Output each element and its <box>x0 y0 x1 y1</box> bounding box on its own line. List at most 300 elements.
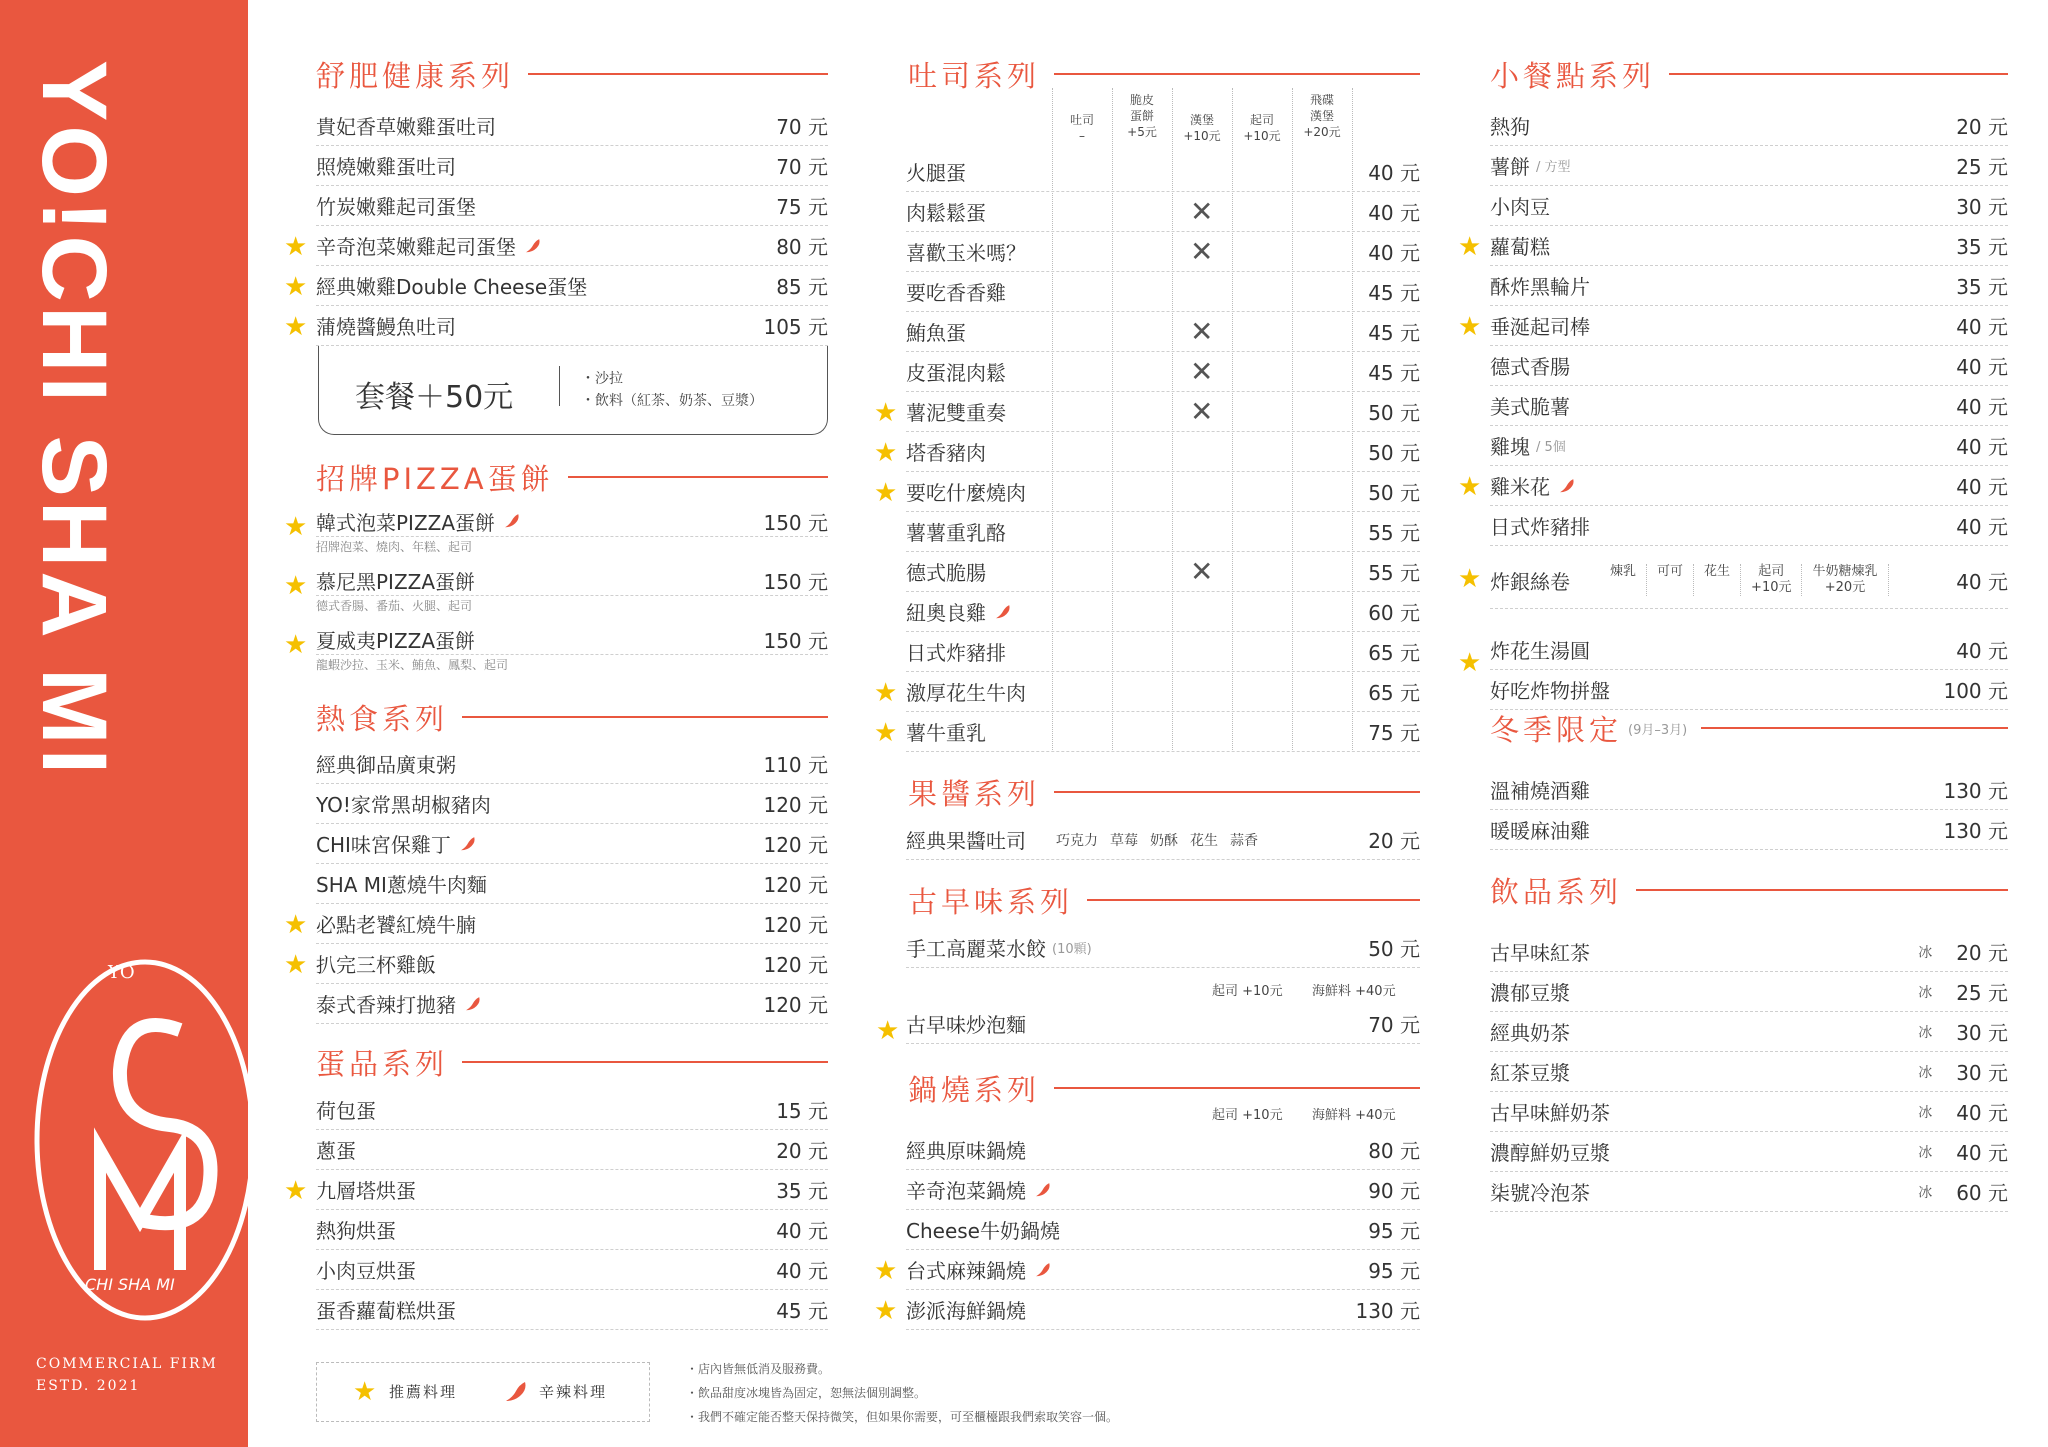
unavailable-icon: ✕ <box>1190 395 1214 428</box>
item-price: 130 元 <box>1943 779 2008 803</box>
menu-item <box>906 152 1420 192</box>
menu-item <box>906 392 1420 432</box>
item-name: 澎派海鮮鍋燒 <box>906 1299 1026 1323</box>
jam-flavor: 花生 <box>1190 832 1218 849</box>
menu-item <box>906 352 1420 392</box>
menu-item <box>316 824 828 864</box>
section-title: 古早味系列 <box>908 884 1074 919</box>
menu-item <box>316 226 828 266</box>
section-title: 鍋燒系列 <box>908 1072 1041 1107</box>
item-price: 30 元 <box>1956 1061 2008 1085</box>
section-title: 招牌PIZZA蛋餅 <box>316 461 554 496</box>
star-icon: ★ <box>876 1016 900 1046</box>
menu-item <box>906 820 1420 860</box>
item-name: 薯牛重乳 <box>906 721 986 745</box>
item-price: 30 元 <box>1956 1021 2008 1045</box>
item-price: 40 元 <box>776 1219 828 1243</box>
item-name: 竹炭嫩雞起司蛋堡 <box>316 195 476 219</box>
chili-icon <box>524 234 542 258</box>
firm-info <box>36 1353 218 1397</box>
item-name: 濃醇鮮奶豆漿 <box>1490 1141 1610 1165</box>
section-hot <box>316 695 828 739</box>
note-1: ・店內皆無低消及服務費。 <box>686 1362 831 1376</box>
menu-item <box>316 1250 828 1290</box>
menu-item <box>316 146 828 186</box>
item-price: 80 元 <box>776 235 828 259</box>
silver-roll-option: 起司 +10元 <box>1741 564 1802 596</box>
item-price: 80 元 <box>1368 1139 1420 1163</box>
menu-item <box>1490 226 2008 266</box>
item-price: 40 元 <box>1956 355 2008 379</box>
star-icon: ★ <box>284 910 308 940</box>
silver-roll-option: 煉乳 <box>1600 564 1647 596</box>
item-name: 辛奇泡菜嫩雞起司蛋堡 <box>316 235 516 259</box>
divider <box>462 1061 828 1063</box>
menu-item <box>316 1130 828 1170</box>
menu-item <box>1490 810 2008 850</box>
item-name: 紐奧良雞 <box>906 601 986 625</box>
item-price: 25 元 <box>1956 981 2008 1005</box>
item-name: 經典原味鍋燒 <box>906 1139 1026 1163</box>
item-name: 薯泥雙重奏 <box>906 401 1006 425</box>
item-name: 塔香豬肉 <box>906 441 986 465</box>
menu-item <box>1490 106 2008 146</box>
menu-item <box>316 1210 828 1250</box>
item-price: 120 元 <box>763 793 828 817</box>
item-price: 150 元 <box>763 628 828 653</box>
item-name: YO!家常黑胡椒豬肉 <box>316 793 491 817</box>
menu-item <box>906 632 1420 672</box>
jam-flavors <box>1056 830 1258 850</box>
item-price: 110 元 <box>763 753 828 777</box>
star-icon: ★ <box>284 1176 308 1206</box>
item-name: 日式炸豬排 <box>906 641 1006 665</box>
section-title: 舒肥健康系列 <box>316 58 515 93</box>
item-name: 薯餅 <box>1490 155 1530 179</box>
menu-item <box>1490 972 2008 1012</box>
item-name: 喜歡玉米嗎？ <box>906 241 1026 265</box>
combo-option-drink: ・飲料（紅茶、奶茶、豆漿） <box>581 393 763 409</box>
item-price: 20 元 <box>776 1139 828 1163</box>
menu-item <box>1490 1172 2008 1212</box>
item-name: 火腿蛋 <box>906 161 966 185</box>
item-name: 蘿蔔糕 <box>1490 235 1550 259</box>
silver-roll-option: 牛奶糖煉乳 +20元 <box>1802 564 1888 596</box>
section-toast <box>908 52 1420 96</box>
chili-icon <box>1034 1258 1052 1282</box>
star-icon: ★ <box>284 571 308 601</box>
item-price: 55 元 <box>1368 521 1420 545</box>
divider <box>568 476 828 478</box>
item-name: 酥炸黑輪片 <box>1490 275 1590 299</box>
note-3: ・我們不確定能否整天保持微笑，但如果你需要，可至櫃檯跟我們索取笑容一個。 <box>686 1410 1119 1424</box>
menu-item <box>1490 146 2008 186</box>
item-name: 經典奶茶 <box>1490 1021 1570 1045</box>
menu-item <box>906 512 1420 552</box>
menu-item <box>316 904 828 944</box>
item-price: 105 元 <box>763 315 828 339</box>
menu-item <box>1490 1092 2008 1132</box>
item-name: 辛奇泡菜鍋燒 <box>906 1179 1026 1203</box>
combo-label: 套餐＋50元 <box>355 380 514 415</box>
star-icon: ★ <box>1458 564 1482 594</box>
item-price: 15 元 <box>776 1099 828 1123</box>
item-name: 古早味紅茶 <box>1490 941 1590 965</box>
menu-item <box>1490 630 2008 670</box>
menu-item <box>1490 932 2008 972</box>
toast-option-header: 脆皮 蛋餅 +5元 <box>1127 93 1157 139</box>
menu-item <box>316 186 828 226</box>
menu-item <box>316 506 828 537</box>
item-name: 蛋香蘿蔔糕烘蛋 <box>316 1299 456 1323</box>
divider <box>1087 899 1420 901</box>
section-title: 冬季限定 <box>1490 712 1623 747</box>
menu-item <box>1490 386 2008 426</box>
item-name: 蔥蛋 <box>316 1139 356 1163</box>
item-name: 德式香腸 <box>1490 355 1570 379</box>
menu-item <box>316 106 828 146</box>
star-icon: ★ <box>284 312 308 342</box>
ice-label: 冰 <box>1918 944 1933 961</box>
item-price: 35 元 <box>776 1179 828 1203</box>
chili-icon <box>464 992 482 1016</box>
toast-option-header: 起司 +10元 <box>1243 113 1281 143</box>
divider <box>1054 791 1420 793</box>
item-name: 慕尼黑PIZZA蛋餅 <box>316 569 476 594</box>
menu-item <box>316 565 828 596</box>
menu-item <box>906 712 1420 752</box>
brand-logo <box>30 950 248 1330</box>
item-price: 95 元 <box>1368 1219 1420 1243</box>
item-name: 日式炸豬排 <box>1490 515 1590 539</box>
item-note: / 方型 <box>1536 160 1571 175</box>
ice-label: 冰 <box>1918 1104 1933 1121</box>
section-title: 小餐點系列 <box>1490 58 1656 93</box>
divider <box>1701 727 2008 729</box>
item-name: 夏威夷PIZZA蛋餅 <box>316 628 476 653</box>
addon-seafood: 海鮮料 +40元 <box>1312 984 1396 999</box>
item-price: 60 元 <box>1956 1181 2008 1205</box>
item-name: 柒號冷泡茶 <box>1490 1181 1590 1205</box>
star-icon: ★ <box>1458 312 1482 342</box>
item-price: 120 元 <box>763 953 828 977</box>
item-name: 薯薯重乳酪 <box>906 521 1006 545</box>
ice-label: 冰 <box>1918 1184 1933 1201</box>
menu-item <box>316 1290 828 1330</box>
star-icon: ★ <box>874 438 898 468</box>
chili-icon <box>1558 474 1576 498</box>
item-name: 美式脆薯 <box>1490 395 1570 419</box>
item-price: 70 元 <box>1368 1013 1420 1037</box>
item-name: 九層塔烘蛋 <box>316 1179 416 1203</box>
addon-seafood: 海鮮料 +40元 <box>1312 1108 1396 1123</box>
item-price: 45 元 <box>1368 281 1420 305</box>
item-price: 90 元 <box>1368 1179 1420 1203</box>
unavailable-icon: ✕ <box>1190 195 1214 228</box>
firm-estd: ESTD. 2021 <box>36 1378 141 1394</box>
item-price: 45 元 <box>1368 321 1420 345</box>
item-name: 濃郁豆漿 <box>1490 981 1570 1005</box>
addon-cheese: 起司 +10元 <box>1212 984 1283 999</box>
chili-icon <box>459 832 477 856</box>
item-name: 經典嫩雞Double Cheese蛋堡 <box>316 275 588 299</box>
item-price: 130 元 <box>1943 819 2008 843</box>
item-price: 20 元 <box>1956 941 2008 965</box>
divider <box>1054 1087 1420 1089</box>
item-price: 120 元 <box>763 833 828 857</box>
item-name: 韓式泡菜PIZZA蛋餅 <box>316 510 496 535</box>
divider <box>1636 889 2008 891</box>
item-price: 50 元 <box>1368 937 1420 961</box>
item-name: 雞米花 <box>1490 475 1550 499</box>
chili-icon <box>503 1379 529 1405</box>
star-icon: ★ <box>1458 472 1482 502</box>
jam-flavor: 蒜香 <box>1230 832 1258 849</box>
item-price: 45 元 <box>776 1299 828 1323</box>
section-egg <box>316 1040 828 1084</box>
section-jam <box>908 770 1420 814</box>
item-name: 小肉豆 <box>1490 195 1550 219</box>
star-icon: ★ <box>284 272 308 302</box>
jam-flavor: 巧克力 <box>1056 832 1098 849</box>
item-price: 95 元 <box>1368 1259 1420 1283</box>
menu-item <box>1490 770 2008 810</box>
menu-item <box>1490 266 2008 306</box>
item-name: SHA MI蔥燒牛肉麵 <box>316 873 487 897</box>
menu-item <box>316 1170 828 1210</box>
logo-top-text: YO <box>108 962 135 983</box>
item-name: 肉鬆鬆蛋 <box>906 201 986 225</box>
item-price: 60 元 <box>1368 601 1420 625</box>
chili-icon <box>994 600 1012 624</box>
menu-item <box>316 744 828 784</box>
item-name: 必點老饕紅燒牛腩 <box>316 913 476 937</box>
firm-name: COMMERCIAL FIRM <box>36 1356 218 1372</box>
item-note: / 5個 <box>1536 440 1566 455</box>
menu-item <box>1490 466 2008 506</box>
item-name: 泰式香辣打拋豬 <box>316 993 456 1017</box>
item-description: 德式香腸、番茄、火腿、起司 <box>316 599 473 613</box>
menu-item <box>1490 1052 2008 1092</box>
menu-item <box>906 272 1420 312</box>
item-name: 溫補燒酒雞 <box>1490 779 1590 803</box>
menu-item <box>906 1290 1420 1330</box>
menu-item <box>906 552 1420 592</box>
item-price: 120 元 <box>763 873 828 897</box>
item-price: 120 元 <box>763 993 828 1017</box>
star-icon: ★ <box>874 478 898 508</box>
item-name: 炸銀絲卷 <box>1490 569 1570 594</box>
legend-recommended: 推薦料理 <box>389 1383 458 1401</box>
item-price: 40 元 <box>1956 395 2008 419</box>
toast-option-header: 飛碟 漢堡 +20元 <box>1303 93 1341 139</box>
menu-item <box>906 1004 1420 1044</box>
menu-item <box>906 592 1420 632</box>
menu-item <box>316 864 828 904</box>
item-name: 好吃炸物拼盤 <box>1490 679 1610 703</box>
star-icon: ★ <box>1458 648 1482 678</box>
ice-label: 冰 <box>1918 984 1933 1001</box>
ice-label: 冰 <box>1918 1024 1933 1041</box>
item-price: 45 元 <box>1368 361 1420 385</box>
chili-icon <box>503 509 521 533</box>
item-price: 40 元 <box>1956 1141 2008 1165</box>
item-name: 經典果醬吐司 <box>906 829 1026 853</box>
jam-flavor: 奶酥 <box>1150 832 1178 849</box>
menu-item <box>316 984 828 1024</box>
chili-icon <box>1034 1178 1052 1202</box>
item-price: 50 元 <box>1368 481 1420 505</box>
item-price: 150 元 <box>763 510 828 535</box>
section-title: 果醬系列 <box>908 776 1041 811</box>
item-price: 40 元 <box>1368 201 1420 225</box>
menu-item <box>316 1090 828 1130</box>
item-name: 暖暖麻油雞 <box>1490 819 1590 843</box>
menu-item <box>316 784 828 824</box>
item-note: (10顆) <box>1052 942 1092 957</box>
item-price: 85 元 <box>776 275 828 299</box>
item-price: 40 元 <box>1956 315 2008 339</box>
menu-item <box>906 672 1420 712</box>
logo-bottom-text: CHI SHA MI <box>85 1275 175 1294</box>
brand-title: YO!CHI SHA MI <box>23 60 125 779</box>
section-snack <box>1490 52 2008 96</box>
item-price: 40 元 <box>1368 161 1420 185</box>
item-name: 蒲燒醬鰻魚吐司 <box>316 315 456 339</box>
section-pizza <box>316 455 828 499</box>
item-name: 炸花生湯圓 <box>1490 639 1590 663</box>
item-price: 40 元 <box>1956 569 2008 594</box>
unavailable-icon: ✕ <box>1190 555 1214 588</box>
menu-item <box>1490 306 2008 346</box>
section-old <box>908 878 1420 922</box>
item-price: 40 元 <box>1956 639 2008 663</box>
item-price: 25 元 <box>1956 155 2008 179</box>
item-price: 40 元 <box>1956 1101 2008 1125</box>
item-name: 古早味鮮奶茶 <box>1490 1101 1610 1125</box>
divider <box>528 73 828 75</box>
menu-item <box>906 1130 1420 1170</box>
item-name: 古早味炒泡麵 <box>906 1013 1026 1037</box>
item-price: 55 元 <box>1368 561 1420 585</box>
item-name: 紅茶豆漿 <box>1490 1061 1570 1085</box>
item-name: 雞塊 <box>1490 435 1530 459</box>
jam-flavor: 草莓 <box>1110 832 1138 849</box>
item-price: 50 元 <box>1368 401 1420 425</box>
section-drink <box>1490 868 2008 912</box>
sidebar <box>0 0 248 1447</box>
item-name: 德式脆腸 <box>906 561 986 585</box>
silver-roll-option: 可可 <box>1647 564 1694 596</box>
legend-spicy: 辛辣料理 <box>539 1383 608 1401</box>
menu-item <box>1490 506 2008 546</box>
menu-item <box>1490 346 2008 386</box>
menu-item <box>906 1210 1420 1250</box>
item-name: 貴妃香草嫩雞蛋吐司 <box>316 115 496 139</box>
divider <box>1054 73 1420 75</box>
section-title: 吐司系列 <box>908 58 1041 93</box>
item-name: 要吃什麼燒肉 <box>906 481 1026 505</box>
silver-roll-option: 花生 <box>1694 564 1741 596</box>
item-name: 熱狗 <box>1490 115 1530 139</box>
item-price: 35 元 <box>1956 275 2008 299</box>
menu-item <box>906 312 1420 352</box>
star-icon: ★ <box>284 630 308 660</box>
star-icon: ★ <box>353 1377 377 1407</box>
item-price: 65 元 <box>1368 641 1420 665</box>
star-icon: ★ <box>284 950 308 980</box>
menu-item-silver-roll <box>1490 552 2008 609</box>
item-name: 小肉豆烘蛋 <box>316 1259 416 1283</box>
item-price: 40 元 <box>1368 241 1420 265</box>
item-price: 40 元 <box>1956 475 2008 499</box>
star-icon: ★ <box>874 1256 898 1286</box>
menu-item <box>316 624 828 655</box>
combo-divider <box>559 366 560 406</box>
star-icon: ★ <box>874 678 898 708</box>
section-subtitle: (9月–3月) <box>1628 722 1688 738</box>
item-name: Cheese牛奶鍋燒 <box>906 1219 1060 1243</box>
item-name: 激厚花生牛肉 <box>906 681 1026 705</box>
item-name: 照燒嫩雞蛋吐司 <box>316 155 456 179</box>
unavailable-icon: ✕ <box>1190 355 1214 388</box>
menu-item <box>316 266 828 306</box>
item-name: 熱狗烘蛋 <box>316 1219 396 1243</box>
menu-item <box>1490 186 2008 226</box>
menu-item <box>1490 426 2008 466</box>
menu-item <box>906 1250 1420 1290</box>
star-icon: ★ <box>874 718 898 748</box>
menu-item <box>316 944 828 984</box>
menu-item <box>906 928 1420 968</box>
item-name: CHI味宮保雞丁 <box>316 833 451 857</box>
combo-box <box>318 346 828 435</box>
section-slim <box>316 52 828 96</box>
item-price: 130 元 <box>1355 1299 1420 1323</box>
star-icon: ★ <box>874 398 898 428</box>
item-price: 40 元 <box>776 1259 828 1283</box>
menu-item <box>316 306 828 346</box>
section-title: 熱食系列 <box>316 701 449 736</box>
item-price: 120 元 <box>763 913 828 937</box>
item-price: 150 元 <box>763 569 828 594</box>
menu-item <box>906 472 1420 512</box>
item-price: 50 元 <box>1368 441 1420 465</box>
unavailable-icon: ✕ <box>1190 315 1214 348</box>
item-price: 65 元 <box>1368 681 1420 705</box>
menu-item <box>906 232 1420 272</box>
unavailable-icon: ✕ <box>1190 235 1214 268</box>
item-name: 要吃香香雞 <box>906 281 1006 305</box>
menu-item <box>906 1170 1420 1210</box>
item-name: 鮪魚蛋 <box>906 321 966 345</box>
toast-option-header: 吐司 – <box>1069 113 1094 143</box>
item-name: 垂涎起司棒 <box>1490 315 1590 339</box>
item-price: 35 元 <box>1956 235 2008 259</box>
section-title: 飲品系列 <box>1490 874 1623 909</box>
section-title: 蛋品系列 <box>316 1046 449 1081</box>
toast-option-header: 漢堡 +10元 <box>1183 113 1221 143</box>
item-price: 20 元 <box>1368 829 1420 853</box>
star-icon: ★ <box>1458 232 1482 262</box>
item-name: 皮蛋混肉鬆 <box>906 361 1006 385</box>
item-price: 30 元 <box>1956 195 2008 219</box>
item-name: 台式麻辣鍋燒 <box>906 1259 1026 1283</box>
item-price: 70 元 <box>776 155 828 179</box>
menu-item <box>1490 670 2008 710</box>
item-price: 100 元 <box>1943 679 2008 703</box>
menu-item <box>1490 1132 2008 1172</box>
